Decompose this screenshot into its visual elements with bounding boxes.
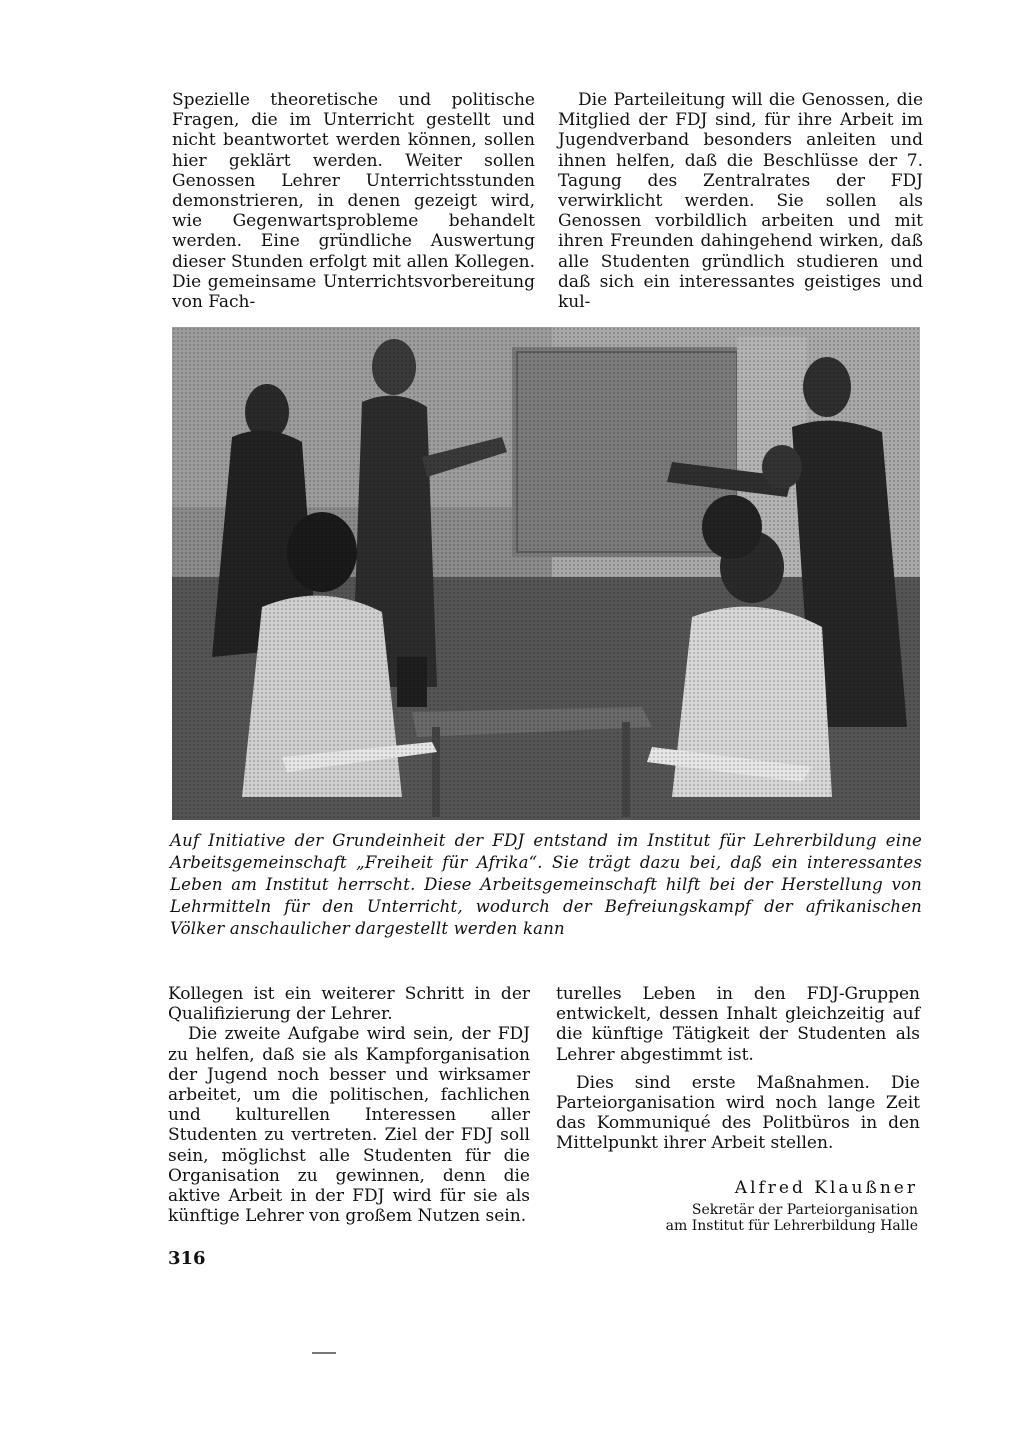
page-number: 316 [168, 1248, 206, 1269]
signature-role [620, 1202, 918, 1234]
top-right-column [558, 90, 923, 312]
top-left-paragraph: Spezielle theoretische und politische Fragen, die im Unterricht gestellt und nicht beantwortet werden können, sollen hier geklärt werden. Weiter sollen Genossen Lehrer Unterrichtsstunden demonstrieren, in denen gezeigt wird, wie Gegenwartsprobleme behandelt werden. Eine gründliche Auswertung dieser Stunden erfolgt mit allen Kollegen. Die gemeinsame Unterrichtsvorbereitung von Fach- [172, 90, 535, 313]
bottom-right-paragraph-2: Dies sind erste Maßnahmen. Die Parteiorganisation wird noch lange Zeit das Kommuniqué des Politbüros in den Mittelpunkt ihrer Arbeit stellen. [556, 1072, 920, 1154]
scan-mark [312, 1352, 336, 1354]
photo-caption-text: Auf Initiative der Grundeinheit der FDJ entstand im Institut für Lehrerbildung eine Arbeitsgemeinschaft „Freiheit für Afrika“. Sie trägt dazu bei, daß ein interessantes Leben am Institut herrscht. Diese Arbeitsgemeinschaft hilft bei der Herstellung von Lehrmitteln für den Unterricht, wodurch der Befreiungskampf der afrikanischen Völker anschaulicher dargestellt werden kann [170, 831, 922, 938]
bottom-right-paragraph-1: turelles Leben in den FDJ-Gruppen entwickelt, dessen Inhalt gleichzeitig auf die künftige Tätigkeit der Studenten als Lehrer abgestimmt ist. [556, 984, 920, 1065]
bottom-left-paragraph-2: Die zweite Aufgabe wird sein, der FDJ zu helfen, daß sie als Kampforganisation der Jugend noch besser und wirksamer arbeitet, um die politischen, fachlichen und kulturellen Interessen aller Studenten zu vertreten. Ziel der FDJ soll sein, möglichst alle Studenten für die Organisation zu gewinnen, denn die aktive Arbeit in der FDJ wird für sie als künftige Lehrer von großem Nutzen sein. [168, 1024, 530, 1227]
signature-role-line-2: am Institut für Lehrerbildung Halle [665, 1218, 918, 1234]
bottom-left-paragraph-1: Kollegen ist ein weiterer Schritt in der Qualifizierung der Lehrer. [168, 984, 530, 1025]
signature-name: Alfred Klaußner [734, 1178, 918, 1198]
top-right-paragraph: Die Parteileitung will die Genossen, die Mitglied der FDJ sind, für ihre Arbeit im Jugendverband besonders anleiten und ihnen helfen, daß die Beschlüsse der 7. Tagung des Zentralrates der FDJ verwirklicht werden. Sie sollen als Genossen vorbildlich arbeiten und mit ihren Freunden dahingehend wirken, daß alle Studenten gründlich studieren und daß sich ein interessantes geistiges und kul- [558, 90, 923, 313]
bottom-left-column [168, 984, 530, 1226]
classroom-photo [172, 327, 920, 820]
bottom-right-column [556, 984, 920, 1154]
signature-role-line-1: Sekretär der Parteiorganisation [691, 1202, 918, 1218]
photo-caption [170, 830, 922, 940]
top-left-column [172, 90, 535, 312]
